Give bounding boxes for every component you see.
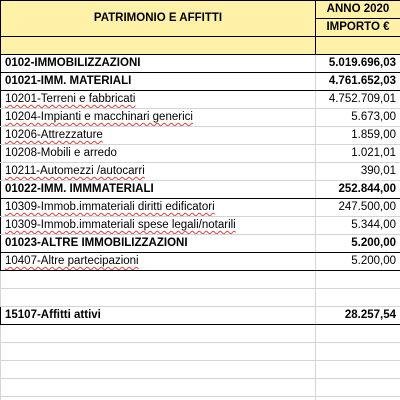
row-amount: 1.021,01	[351, 147, 396, 159]
empty-cell[interactable]	[316, 397, 400, 400]
table-row	[1, 217, 400, 235]
rent-amount-cell[interactable]	[316, 307, 400, 325]
row-amount-cell[interactable]	[316, 217, 400, 235]
table-row	[1, 145, 400, 163]
row-amount: 5.344,00	[351, 219, 396, 231]
row-amount-cell[interactable]	[316, 181, 400, 199]
row-amount: 247.500,00	[338, 201, 396, 213]
header-year-cell[interactable]	[316, 1, 400, 19]
empty-row	[1, 379, 400, 397]
header-blank-amount-cell[interactable]	[316, 37, 400, 55]
row-amount: 4.761.652,03	[328, 75, 396, 87]
row-label: 10201-Terreni e fabbricati	[5, 93, 136, 105]
header-title-cell[interactable]	[1, 1, 316, 37]
header-amount-cell[interactable]	[316, 19, 400, 37]
table-row	[1, 181, 400, 199]
empty-cell[interactable]	[1, 361, 316, 379]
row-label-cell[interactable]	[1, 181, 316, 199]
table-row	[1, 109, 400, 127]
row-label-cell[interactable]	[1, 217, 316, 235]
row-label-cell[interactable]	[1, 73, 316, 91]
empty-cell[interactable]	[316, 343, 400, 361]
rent-label-cell[interactable]	[1, 307, 316, 325]
row-amount-cell[interactable]	[316, 145, 400, 163]
row-amount: 4.752.709,01	[328, 93, 396, 105]
row-label: 10309-Immob.immateriali diritti edificatori	[5, 201, 215, 213]
row-label: 10206-Attrezzature	[5, 129, 103, 141]
row-amount: 5.200,00	[351, 237, 396, 249]
row-label: 01022-IMM. IMMMATERIALI	[5, 183, 154, 195]
empty-row	[1, 343, 400, 361]
row-label: 10407-Altre partecipazioni	[5, 255, 139, 267]
empty-cell[interactable]	[1, 325, 316, 343]
empty-cell[interactable]	[316, 325, 400, 343]
row-amount: 5.200,00	[351, 255, 396, 267]
row-amount-cell[interactable]	[316, 235, 400, 253]
row-label: 0102-IMMOBILIZZAZIONI	[5, 57, 141, 69]
row-label-cell[interactable]	[1, 163, 316, 181]
table-row	[1, 253, 400, 271]
rent-row	[1, 307, 400, 325]
header-blank-row	[1, 37, 400, 55]
row-amount-cell[interactable]	[316, 253, 400, 271]
empty-cell[interactable]	[316, 361, 400, 379]
header-amount-label: IMPORTO €	[326, 21, 390, 33]
rent-label: 15107-Affitti attivi	[5, 309, 101, 321]
row-amount-cell[interactable]	[316, 91, 400, 109]
header-year: ANNO 2020	[326, 3, 390, 15]
row-amount-cell[interactable]	[316, 109, 400, 127]
empty-cell[interactable]	[316, 379, 400, 397]
empty-cell[interactable]	[316, 271, 400, 289]
empty-cell[interactable]	[1, 343, 316, 361]
row-amount-cell[interactable]	[316, 73, 400, 91]
row-label-cell[interactable]	[1, 127, 316, 145]
row-amount: 1.859,00	[351, 129, 396, 141]
row-amount-cell[interactable]	[316, 199, 400, 217]
empty-cell[interactable]	[1, 271, 316, 289]
row-label: 01021-IMM. MATERIALI	[5, 75, 132, 87]
empty-row	[1, 271, 400, 289]
row-amount: 252.844,00	[338, 183, 396, 195]
row-label: 01023-ALTRE IMMOBILIZZAZIONI	[5, 237, 188, 249]
rent-amount: 28.257,54	[344, 309, 396, 321]
row-label: 10309-Immob.immateriali spese legali/notarili	[5, 219, 236, 231]
row-label-cell[interactable]	[1, 235, 316, 253]
row-label: 10208-Mobili e arredo	[5, 147, 117, 159]
table-row	[1, 91, 400, 109]
row-amount-cell[interactable]	[316, 55, 400, 73]
row-label-cell[interactable]	[1, 91, 316, 109]
row-amount: 5.019.696,03	[328, 57, 396, 69]
table-row	[1, 73, 400, 91]
row-label: 10211-Automezzi /autocarri	[5, 165, 145, 177]
row-amount-cell[interactable]	[316, 127, 400, 145]
table-row	[1, 55, 400, 73]
header-row-year	[1, 1, 400, 19]
header-blank-cell[interactable]	[1, 37, 316, 55]
row-label: 10204-Impianti e macchinari generici	[5, 111, 193, 123]
empty-row	[1, 361, 400, 379]
row-label-cell[interactable]	[1, 199, 316, 217]
empty-row	[1, 325, 400, 343]
row-label-cell[interactable]	[1, 109, 316, 127]
table-row	[1, 235, 400, 253]
row-label-cell[interactable]	[1, 253, 316, 271]
empty-cell[interactable]	[1, 379, 316, 397]
row-label-cell[interactable]	[1, 145, 316, 163]
empty-cell[interactable]	[1, 397, 316, 400]
row-amount: 390,01	[360, 165, 396, 177]
empty-cell[interactable]	[316, 289, 400, 307]
row-amount: 5.673,00	[351, 111, 396, 123]
empty-row	[1, 397, 400, 400]
row-amount-cell[interactable]	[316, 163, 400, 181]
table-row	[1, 163, 400, 181]
table-row	[1, 199, 400, 217]
table-row	[1, 127, 400, 145]
empty-row	[1, 289, 400, 307]
header-title: PATRIMONIO E AFFITTI	[93, 12, 223, 24]
empty-cell[interactable]	[1, 289, 316, 307]
row-label-cell[interactable]	[1, 55, 316, 73]
